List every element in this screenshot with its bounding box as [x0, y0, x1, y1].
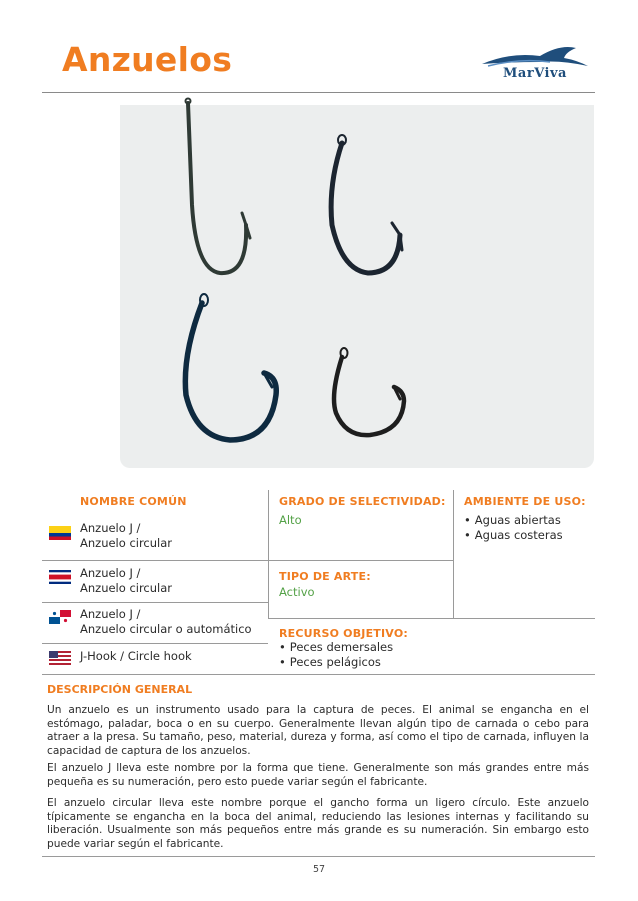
- description-paragraph-3: El anzuelo circular lleva este nombre porque el gancho forma un ligero círculo. Este anzuelo típicamente se engancha en la boca del animal, reduciendo las lesiones internas y facilitando su liberación. Usualmente son más pequeños entre más grande es su numeración. Sin embargo esto puede variar según el fabricante.: [47, 797, 589, 850]
- common-name-costa-rica-line1: Anzuelo J /: [80, 566, 141, 580]
- description-paragraph-1: Un anzuelo es un instrumento usado para la captura de peces. El animal se engancha en el estómago, paladar, boca o en su cuerpo. Generalmente llevan algún tipo de carnada o cebo para atraer a la presa. Su tamaño, peso, material, dureza y forma, así como el tipo de carnada, influyen la capacidad de captura de los anzuelos.: [47, 704, 589, 757]
- gear-type-heading: TIPO DE ARTE:: [279, 570, 371, 583]
- page-title: Anzuelos: [62, 40, 233, 79]
- target-resource-item: • Peces demersales: [279, 640, 393, 655]
- environment-item: • Aguas costeras: [464, 528, 563, 543]
- page-number: 57: [312, 864, 326, 875]
- environment-heading: AMBIENTE DE USO:: [464, 495, 586, 508]
- common-name-usa: J-Hook / Circle hook: [80, 649, 192, 663]
- target-resource-item: • Peces pelágicos: [279, 655, 393, 670]
- column-divider: [268, 490, 269, 618]
- row-divider: [268, 618, 595, 619]
- common-name-colombia-line1: Anzuelo J /: [80, 521, 141, 535]
- header-divider: [42, 92, 595, 93]
- row-divider: [42, 643, 268, 644]
- usa-flag-icon: [49, 650, 71, 664]
- selectivity-value: Alto: [279, 513, 302, 527]
- common-name-costa-rica-line2: Anzuelo circular: [80, 581, 173, 595]
- costa-rica-flag-icon: [49, 569, 71, 583]
- footer-divider: [42, 856, 595, 857]
- description-heading: DESCRIPCIÓN GENERAL: [47, 683, 193, 696]
- column-divider: [453, 490, 454, 618]
- environment-item: • Aguas abiertas: [464, 513, 563, 528]
- marviva-logo: [480, 42, 590, 82]
- environment-list: [464, 513, 563, 543]
- logo-wordmark: MarViva: [503, 66, 567, 81]
- row-divider: [42, 560, 268, 561]
- gear-type-value: Activo: [279, 585, 315, 599]
- panama-flag-icon: [49, 609, 71, 623]
- selectivity-heading: GRADO DE SELECTIVIDAD:: [279, 495, 446, 508]
- row-divider: [268, 560, 453, 561]
- target-resource-heading: RECURSO OBJETIVO:: [279, 627, 408, 640]
- common-name-colombia-line2: Anzuelo circular: [80, 536, 173, 550]
- description-paragraph-2: El anzuelo J lleva este nombre por la forma que tiene. Generalmente son más grandes entre más pequeña es su numeración, pero esto puede variar según el fabricante.: [47, 762, 589, 788]
- common-name-panama-line1: Anzuelo J /: [80, 607, 141, 621]
- fishing-hooks-photo: [120, 95, 594, 468]
- colombia-flag-icon: [49, 525, 71, 539]
- row-divider: [42, 602, 268, 603]
- target-resource-list: [279, 640, 393, 670]
- common-name-panama-line2: Anzuelo circular o automático: [80, 622, 252, 636]
- common-name-heading: NOMBRE COMÚN: [80, 495, 187, 508]
- table-bottom-divider: [42, 674, 595, 675]
